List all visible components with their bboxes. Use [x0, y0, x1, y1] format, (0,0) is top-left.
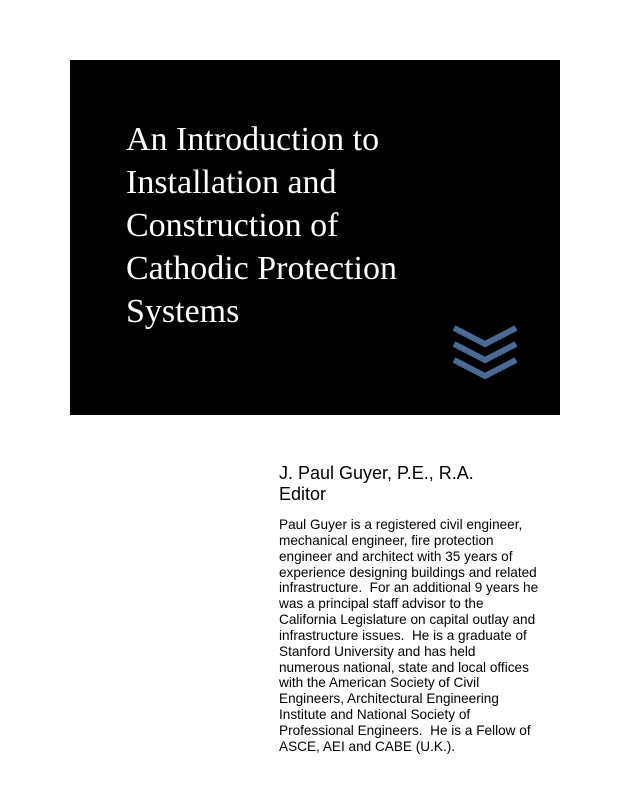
bio-line: with the American Society of Civil [279, 675, 480, 691]
book-title-line: Installation and [126, 164, 337, 201]
bio-line: experience designing buildings and related [279, 564, 537, 580]
author-block [279, 463, 579, 505]
author-bio [279, 517, 579, 755]
book-title-line: An Introduction to [126, 121, 380, 158]
author-name: J. Paul Guyer, P.E., R.A. [279, 463, 474, 483]
book-title-line: Systems [126, 293, 240, 330]
bio-line: Institute and National Society of [279, 707, 471, 723]
triple-chevron-down-icon [450, 324, 520, 384]
bio-line: Stanford University and has held [279, 643, 476, 659]
bio-line: was a principal staff advisor to the [279, 596, 484, 612]
bio-line: Paul Guyer is a registered civil engineer, [279, 517, 523, 532]
bio-line: Engineers, Architectural Engineering [279, 691, 499, 707]
book-title-line: Cathodic Protection [126, 250, 398, 287]
bio-line: numerous national, state and local offices [279, 659, 529, 675]
bio-line: Professional Engineers. He is a Fellow of [279, 722, 531, 738]
bio-line: mechanical engineer, fire protection [279, 532, 494, 548]
cover-panel [70, 60, 560, 415]
bio-line: infrastructure. For an additional 9 years he [279, 580, 539, 596]
book-title-line: Construction of [126, 207, 339, 244]
author-role: Editor [279, 484, 327, 504]
bio-line: ASCE, AEI and CABE (U.K.). [279, 738, 456, 754]
book-title [126, 118, 546, 333]
bio-line: engineer and architect with 35 years of [279, 548, 513, 564]
bio-line: infrastructure issues. He is a graduate of [279, 627, 527, 643]
bio-line: California Legislature on capital outlay and [279, 612, 536, 628]
